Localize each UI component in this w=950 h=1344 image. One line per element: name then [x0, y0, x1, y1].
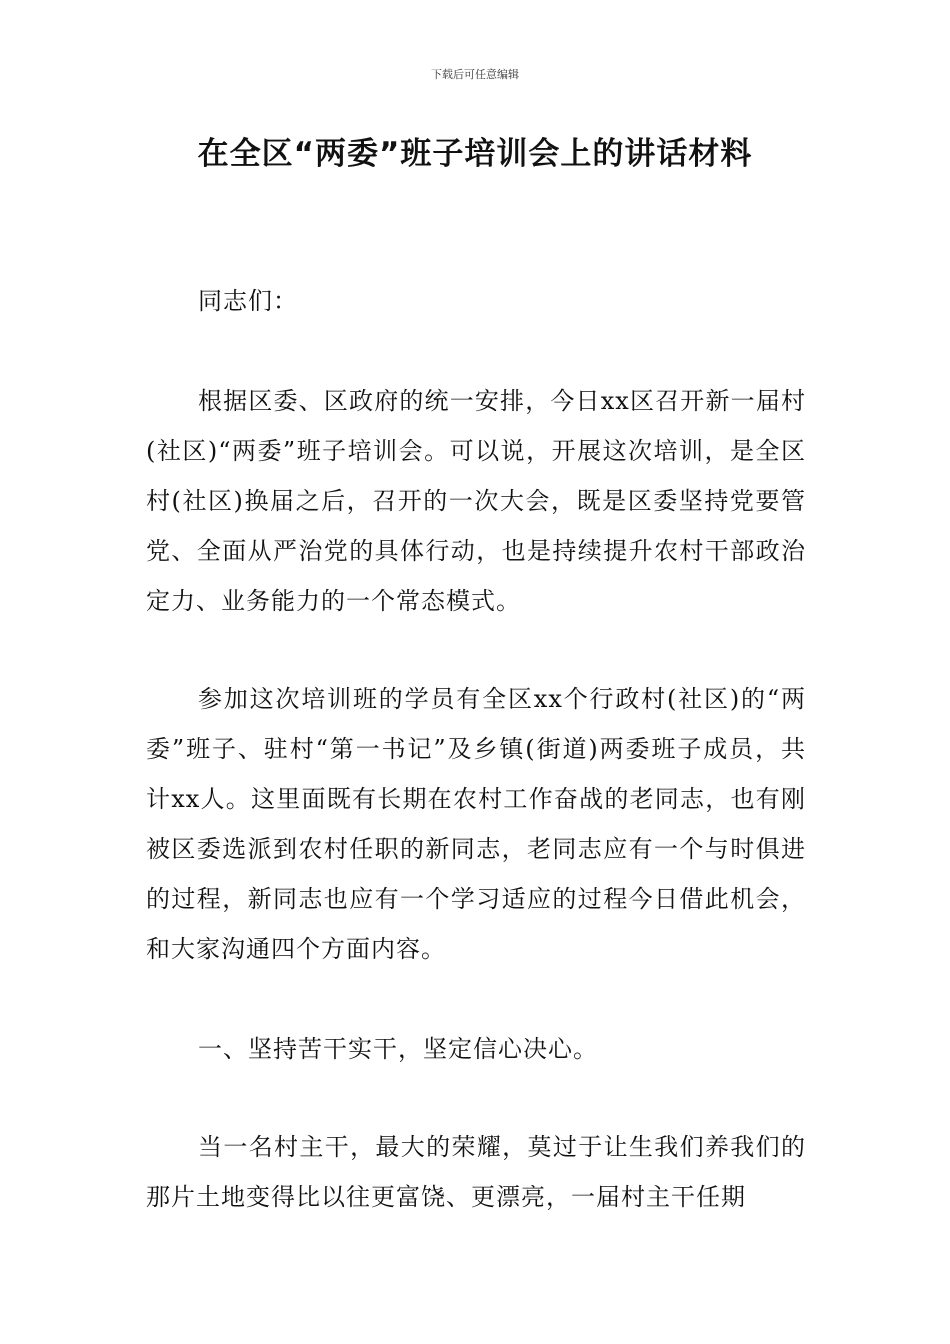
- salutation: 同志们：: [198, 287, 298, 315]
- paragraph-2: 参加这次培训班的学员有全区xx个行政村(社区)的“两委”班子、驻村“第一书记”及乡镇(街道)两委班子成员，共计xx人。这里面既有长期在农村工作奋战的老同志，也有刚被区委选派到农村任职的新同志，老同志应有一个与时俱进的过程，新同志也应有一个学习适应的过程今日借此机会，和大家沟通四个方面内容。: [146, 685, 806, 963]
- section-heading: 一、坚持苦干实干，坚定信心决心。: [198, 1035, 598, 1063]
- document-title: 在全区“两委”班子培训会上的讲话材料: [197, 136, 753, 172]
- paragraph-3: 当一名村主干，最大的荣耀，莫过于让生我们养我们的那片土地变得比以往更富饶、更漂亮，一届村主干任期: [146, 1133, 806, 1211]
- header-note: 下载后可任意编辑: [431, 68, 519, 81]
- paragraph-1: 根据区委、区政府的统一安排，今日xx区召开新一届村(社区)“两委”班子培训会。可以说，开展这次培训，是全区村(社区)换届之后，召开的一次大会，既是区委坚持党要管党、全面从严治党的具体行动，也是持续提升农村干部政治定力、业务能力的一个常态模式。: [146, 387, 806, 615]
